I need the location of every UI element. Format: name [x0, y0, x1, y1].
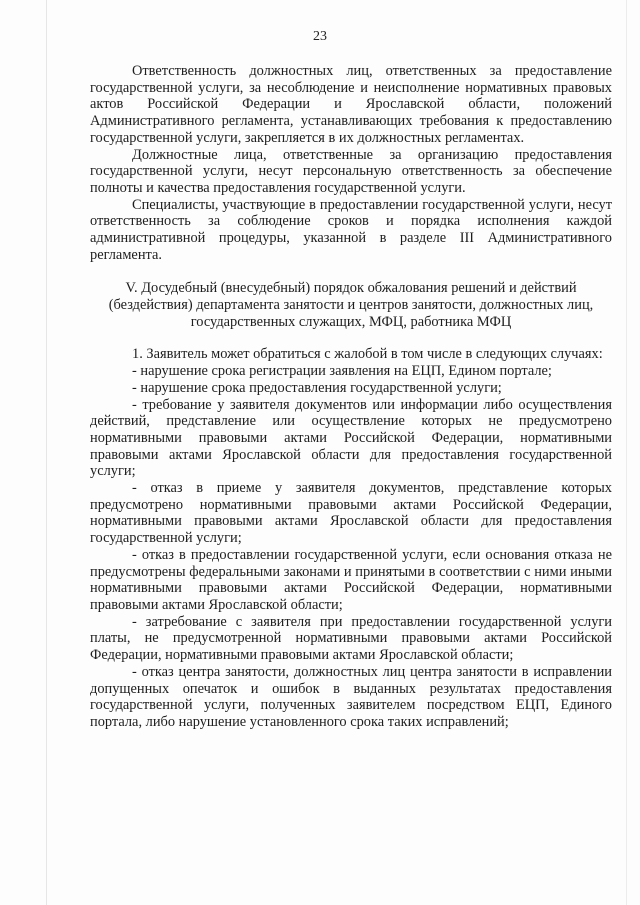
list-item: - затребование с заявителя при предоставлении государственной услуги платы, не предусмотренной нормативными правовыми актами Российской Федерации, нормативными правовыми актами Ярославской области;: [90, 613, 612, 664]
list-item: - требование у заявителя документов или информации либо осуществления действий, представление или осуществление которых не предусмотрено нормативными правовыми актами Российской Федерации, нормативными правовыми актами Ярославской области для предоставления государственной услуги;: [90, 396, 612, 480]
list-item: - отказ в предоставлении государственной услуги, если основания отказа не предусмотрены федеральными законами и принятыми в соответствии с ними иными нормативными правовыми актами Российской Федерации, нормативными правовыми актами Ярославской области;: [90, 546, 612, 613]
list-item: - нарушение срока предоставления государственной услуги;: [132, 379, 502, 396]
list-item: - отказ в приеме у заявителя документов, представление которых предусмотрено нормативными правовыми актами Российской Федерации, нормативными правовыми актами Ярославской области для предоставления государственной услуги;: [90, 480, 612, 547]
list-item: - нарушение срока регистрации заявления на ЕЦП, Едином портале;: [132, 363, 552, 380]
page-edge-left: [46, 0, 47, 905]
paragraph-specialists: Специалисты, участвующие в предоставлении государственной услуги, несут ответственность за соблюдение сроков и порядка исполнения каждой административной процедуры, указанной в разделе III Административного регламента.: [90, 196, 612, 263]
section-heading: V. Досудебный (внесудебный) порядок обжалования решений и действий (бездействия) департамента занятости и центров занятости, должностных лиц, государственных служащих, МФЦ, работника МФЦ: [108, 280, 594, 331]
page-edge-right: [626, 0, 627, 905]
item-intro: 1. Заявитель может обратиться с жалобой в том числе в следующих случаях:: [132, 346, 603, 363]
paragraph-officials: Должностные лица, ответственные за организацию предоставления государственной услуги, несут персональную ответственность за обеспечение полноты и качества предоставления государственной услуги.: [90, 146, 612, 196]
list-item: - отказ центра занятости, должностных лиц центра занятости в исправлении допущенных опечаток и ошибок в выданных результатах предоставления государственной услуги, полученных заявителем посредством ЕЦП, Единого портала, либо нарушение установленного срока таких исправлений;: [90, 663, 612, 730]
document-body: [90, 63, 612, 731]
paragraph-responsibility: Ответственность должностных лиц, ответственных за предоставление государственной услуги, за несоблюдение и неисполнение нормативных правовых актов Российской Федерации и Ярославской области, положений Административного регламента, устанавливающих требования к предоставлению государственной услуги, закрепляется в их должностных регламентах.: [90, 63, 612, 146]
page-number: 23: [313, 29, 327, 44]
